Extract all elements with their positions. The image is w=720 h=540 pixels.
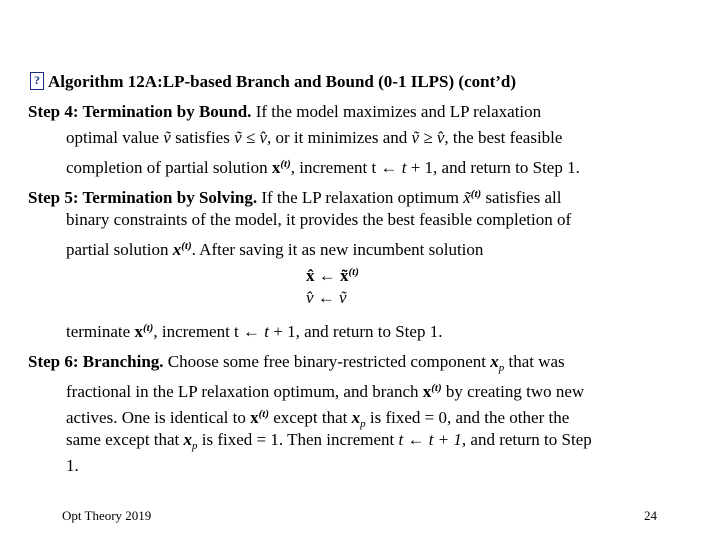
step6-line2: fractional in the LP relaxation optimum, and branch $x^{(t)}$ by creating two new: [66, 382, 585, 401]
slide-title: Algorithm 12A:LP-based Branch and Bound (0-1 ILPS) (cont’d): [48, 72, 517, 91]
step5-heading: Step 5: Termination by Solving.: [28, 188, 258, 207]
step4-line1: Step 4: Termination by Bound. If the model maximizes and LP relaxation: [28, 102, 542, 121]
step6-line5: 1.: [66, 456, 79, 475]
step6-line3: actives. One is identical to $x^{(t)}$ except that $x_p$ is fixed = 0, and the other the: [66, 408, 570, 430]
step6-heading: Step 6: Branching.: [28, 352, 164, 371]
bullet-icon: ?: [30, 72, 44, 90]
step4-line2: optimal value ṽ satisfies ṽ ≤ v̂, or it minimizes and ṽ ≥ v̂, the best feasible: [66, 128, 563, 147]
step5-line3: partial solution $x^{(t)}$. After saving it as new incumbent solution: [66, 240, 484, 259]
step4-line3: completion of partial solution $x^{(t)}$, increment t ← t + 1, and return to Step 1.: [66, 158, 580, 177]
page-number: 24: [644, 508, 657, 523]
step5-line4: terminate $x^{(t)}$, increment t ← t + 1, and return to Step 1.: [66, 322, 443, 341]
step5-eq2: v̂ ← ṽ: [306, 288, 347, 307]
step6-line4: same except that $x_p$ is fixed = 1. Then increment t ← t + 1, and return to Step: [66, 430, 592, 452]
step5-eq1: x̂ ← x̃$^{(t)}$: [306, 266, 359, 285]
footer-course-label: Opt Theory 2019: [62, 508, 152, 523]
step5-line1: Step 5: Termination by Solving. If the LP relaxation optimum x̃$^{(t)}$ satisfies all: [28, 188, 562, 207]
step4-heading: Step 4: Termination by Bound.: [28, 102, 252, 121]
step5-line2: binary constraints of the model, it provides the best feasible completion of: [66, 210, 572, 229]
step6-line1: Step 6: Branching. Choose some free binary-restricted component $x_p$ that was: [28, 352, 565, 374]
